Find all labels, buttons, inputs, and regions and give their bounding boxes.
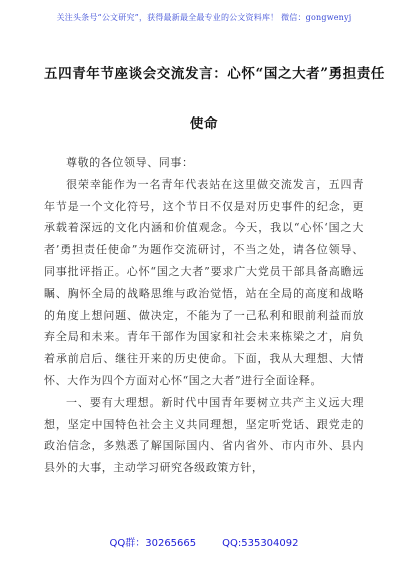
- document-body: [44, 152, 364, 479]
- header-note: 关注头条号“公文研究”，获得最新最全最专业的公文资料库！ 微信：gongwenyj: [56, 13, 352, 22]
- footer-qq-number: QQ:535304092: [222, 538, 299, 549]
- document-title-line-1: 五四青年节座谈会交流发言：心怀“国之大者”勇担责任: [44, 66, 386, 82]
- paragraph-section-one: 一、要有大理想。新时代中国青年要树立共产主义远大理想，坚定中国特色社会主义共同理想，坚定听党话、跟党走的政治信念，多熟悉了解国际国内、省内省外、市内市外、县内县外的大事，主动学习研究各级政策方针，: [44, 395, 364, 475]
- document-title-line-2: 使命: [189, 116, 219, 132]
- footer-qq-group: QQ群：30265665: [109, 538, 197, 549]
- footer-contact: [0, 534, 408, 549]
- salutation: 尊敬的各位领导、同事：: [66, 156, 194, 169]
- paragraph-intro: 很荣幸能作为一名青年代表站在这里做交流发言，五四青年节是一个文化符号，这个节日不仅是对历史事件的纪念，更承载着深远的文化内涵和价值观念。今天，我以“心怀‘国之大者’勇担责任使命”为题作交流研讨，不当之处，请各位领导、同事批评指正。心怀“国之大者”要求广大党员干部具备高瞻远瞩、胸怀全局的战略思维与政治觉悟，站在全局的高度和战略的角度上想问题、做决定，不能为了一己私利和眼前利益而放弃全局和未来。青年干部作为国家和社会未来栋梁之才，肩负着承前启后、继往开来的历史使命。下面，我从大理想、大情怀、大作为四个方面对心怀“国之大者”进行全面诠释。: [44, 177, 364, 387]
